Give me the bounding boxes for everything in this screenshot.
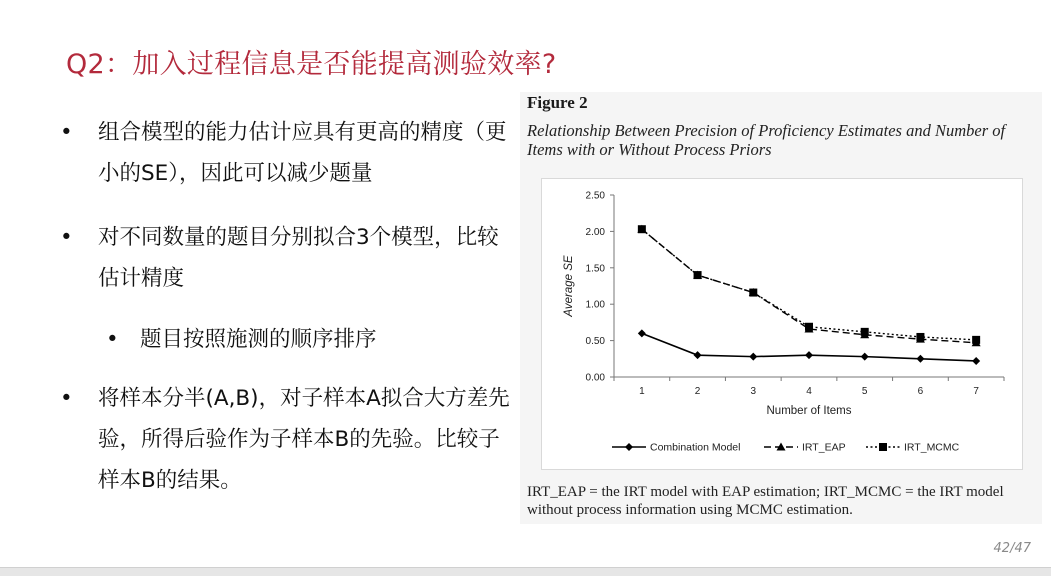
data-point-diamond [972, 357, 980, 365]
chart-panel [541, 178, 1023, 470]
legend-label: IRT_EAP [802, 441, 846, 454]
x-tick-label: 7 [973, 386, 979, 397]
figure-note: IRT_EAP = the IRT model with EAP estimation; IRT_MCMC = the IRT model without process information using MCMC estimation. [527, 484, 1004, 518]
bullet-dot: • [106, 327, 119, 352]
bullet-text: 组合模型的能力估计应具有更高的精度（更小的SE），因此可以减少题量 [98, 120, 507, 186]
y-tick-label: 0.50 [585, 336, 605, 348]
y-tick-label: 2.00 [585, 226, 605, 238]
bullet-item [60, 112, 520, 194]
bullet-text: 将样本分半(A,B)，对子样本A拟合大方差先验，所得后验作为子样本B的先验。比较子样本B的结果。 [98, 386, 510, 493]
data-point-square [879, 443, 887, 451]
data-point-diamond [638, 329, 646, 337]
legend-label: Combination Model [650, 441, 741, 454]
x-tick-label: 6 [917, 386, 924, 397]
bullet-dot: • [60, 225, 73, 250]
data-point-diamond [861, 353, 869, 361]
y-tick-label: 2.50 [585, 190, 605, 202]
x-tick-label: 3 [750, 386, 757, 397]
legend-label: IRT_MCMC [904, 441, 960, 454]
x-tick-label: 5 [861, 386, 868, 397]
x-tick-label: 1 [639, 386, 645, 397]
figure-caption: Relationship Between Precision of Proficiency Estimates and Number of Items with or Without Process Priors [527, 121, 1006, 159]
slide-title: Q2：加入过程信息是否能提高测验效率? [66, 49, 557, 80]
y-tick-label: 1.50 [585, 263, 605, 275]
bullet-text: 对不同数量的题目分别拟合3个模型，比较估计精度 [98, 225, 499, 291]
sub-bullet-item [60, 319, 520, 360]
y-tick-label: 0.00 [585, 372, 605, 384]
x-tick-label: 4 [806, 386, 812, 397]
data-point-diamond [625, 443, 633, 451]
bullet-item [60, 378, 520, 501]
x-axis-label: Number of Items [766, 405, 852, 417]
data-point-diamond [749, 353, 757, 361]
data-point-diamond [694, 351, 702, 359]
y-tick-label: 1.00 [585, 299, 605, 311]
bullet-item [60, 217, 520, 299]
bullet-text: 题目按照施测的顺序排序 [140, 327, 377, 352]
data-point-diamond [916, 355, 924, 363]
y-axis-label: Average SE [563, 255, 575, 317]
x-tick-label: 2 [694, 386, 701, 397]
bullet-dot: • [60, 120, 73, 145]
page-number: 42/47 [993, 541, 1031, 556]
bullet-dot: • [60, 386, 73, 411]
figure-label: Figure 2 [527, 93, 588, 112]
data-point-diamond [805, 351, 813, 359]
line-chart [542, 179, 1022, 469]
